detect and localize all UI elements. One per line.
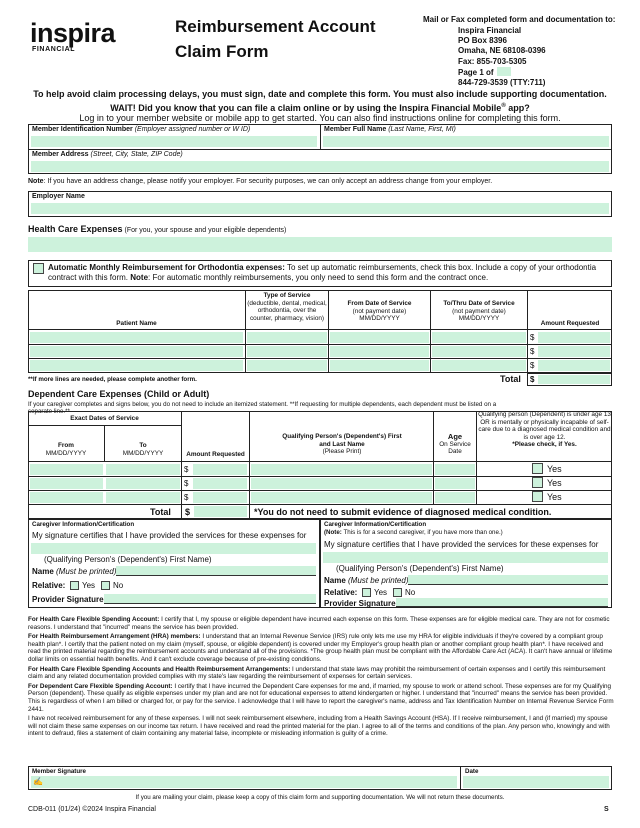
mail-line: Omaha, NE 68108-0396: [458, 46, 546, 56]
page-count: [458, 67, 633, 78]
form-code: CDB-011 (01/24) ©2024 Inspira Financial: [28, 806, 156, 813]
dependent-heading: Dependent Care Expenses (Child or Adult): [28, 389, 210, 399]
dep-col-age-title: Age: [447, 432, 463, 441]
registered-mark: ®: [501, 103, 506, 109]
caregiver-title-2: Caregiver Information/Certification: [324, 521, 427, 528]
dep-yes-label: Yes: [547, 464, 562, 474]
service-type-input[interactable]: [247, 332, 327, 343]
legal-text: I certify that I, my spouse or eligible dependent have incurred each expense on this form. These expenses are for eligible medical care. They are not for cosmetic reasons. I understand that "incurred" means the service has been provided.: [28, 616, 610, 631]
dep-col-to-fmt: MM/DD/YYYY: [122, 449, 164, 457]
caregiver-name-text-2: Name: [324, 576, 346, 585]
dep-qualifying-checkbox[interactable]: [532, 491, 543, 502]
dep-col-from-fmt: MM/DD/YYYY: [45, 449, 87, 457]
health-heading-hint: (For you, your spouse and your eligible dependents): [122, 227, 287, 234]
from-date-input[interactable]: [330, 360, 429, 371]
caregiver-signature-label-2: Provider Signature: [324, 599, 396, 608]
dep-yes-label: Yes: [547, 492, 562, 502]
col-patient-name: Patient Name: [116, 320, 157, 327]
member-name-hint: (Last Name, First, MI): [388, 126, 456, 133]
member-name-label: [324, 126, 456, 135]
service-type-input[interactable]: [247, 360, 327, 371]
mail-address: [458, 26, 633, 88]
caregiver-name-hint-2: (Must be printed): [345, 576, 409, 585]
amount-input[interactable]: [538, 346, 610, 357]
dep-amount-currency: $: [184, 493, 189, 502]
member-address-label-text: Member Address: [32, 151, 89, 158]
intro-line2-text: WAIT! Did you know that you can file a claim online or by using the Inspira Financial Mobile: [110, 103, 502, 113]
caregiver-relative-label-2: Relative:: [324, 588, 358, 597]
patient-name-input[interactable]: [30, 346, 243, 357]
col-from-date: [329, 300, 430, 323]
page-label: Page 1 of: [458, 67, 494, 77]
form-version-letter: S: [604, 806, 609, 813]
intro-line3: Log in to your member website or mobile app to get started. You can also find instructions online for completing this form.: [79, 113, 561, 123]
dep-age-input[interactable]: [435, 492, 475, 503]
health-total-currency: $: [530, 375, 535, 384]
member-signature-label: Member Signature: [32, 768, 86, 775]
amount-currency: $: [530, 361, 535, 370]
dep-amount-input[interactable]: [193, 464, 247, 475]
legal-heading: For Health Care Flexible Spending Account:: [28, 616, 160, 623]
ortho-label: Automatic Monthly Reimbursement for Orthodontia expenses:: [48, 263, 285, 272]
caregiver-name-label-1: [32, 567, 117, 577]
health-description-input[interactable]: [28, 237, 612, 252]
address-note: [28, 178, 618, 187]
caregiver-note-2: [324, 529, 503, 536]
caregiver-note-bold-2: (Note:: [324, 529, 342, 536]
caregiver-relative-no-2[interactable]: [393, 588, 402, 597]
dep-person-input[interactable]: [251, 464, 432, 475]
phone: 844-729-3539 (TTY:711): [458, 78, 546, 88]
caregiver-qualifying-input-2[interactable]: [323, 552, 608, 563]
page-total-field[interactable]: [497, 67, 511, 76]
address-note-text: : If you have an address change, please notify your employer. For security purposes, we can only accept an address change from your employer.: [43, 178, 493, 185]
caregiver-name-hint-1: (Must be printed): [53, 567, 117, 576]
caregiver-no-label-2: No: [405, 588, 416, 597]
dep-col-qual-check: *Please check, if Yes.: [512, 441, 577, 449]
dep-yes-label: Yes: [547, 478, 562, 488]
ortho-desc: To set up automatic reimbursements, check this box. Include a copy of your orthodontia contract with this form.: [48, 263, 597, 282]
caregiver-note-text-2: This is for a second caregiver, if you have more than one.): [341, 529, 503, 536]
caregiver-certify-1: My signature certifies that I have provided the services for these expenses for: [32, 531, 307, 540]
from-date-input[interactable]: [330, 332, 429, 343]
caregiver-certify-2: My signature certifies that I have provided the services for these expenses for: [324, 540, 599, 549]
caregiver-name-text-1: Name: [32, 567, 54, 576]
dep-age-input[interactable]: [435, 478, 475, 489]
caregiver-qualifying-input-1[interactable]: [31, 543, 316, 554]
legal-paragraph: [28, 683, 614, 713]
address-note-label: Note: [28, 178, 44, 185]
legal-paragraph: [28, 715, 614, 738]
legal-heading: For Dependent Care Flexible Spending Account:: [28, 682, 173, 690]
caregiver-name-input-1[interactable]: [116, 566, 316, 576]
logo: [30, 20, 140, 60]
signature-pen-icon: ✍: [33, 777, 43, 786]
legal-text: I have not received reimbursement for any of these expenses. I will not seek reimbursement elsewhere, including from a Health Savings Account (HSA). If I receive reimbursement, I and (if married) my spouse will not claim these same expenses on our income tax return. I have received and read the printed material for the plan. I agree to all of the terms and conditions of the plan. Any person who, knowingly and with intent to defraud, files a statement of claim containing any material false, incomplete or misleading information is guilty of a crime.: [28, 715, 610, 738]
ortho-note-label: Note: [130, 273, 149, 282]
caregiver-title-1: Caregiver Information/Certification: [32, 521, 135, 528]
legal-heading: For Health Reimbursement Arrangement (HRA) members:: [28, 633, 201, 641]
mail-heading: Mail or Fax completed form and documentation to:: [423, 15, 616, 24]
caregiver-relative-no-1[interactable]: [101, 581, 110, 590]
dep-col-from: [28, 442, 104, 457]
health-footnote: **If more lines are needed, please complete another form.: [28, 376, 197, 383]
to-date-input[interactable]: [432, 332, 526, 343]
dep-person-input[interactable]: [251, 492, 432, 503]
dep-col-age-sub: On Service Date: [439, 440, 471, 456]
member-name-input[interactable]: [323, 136, 609, 147]
mail-line: PO Box 8396: [458, 36, 507, 46]
from-date-input[interactable]: [330, 346, 429, 357]
dep-to-input[interactable]: [106, 464, 180, 475]
to-date-input[interactable]: [432, 360, 526, 371]
member-address-hint: (Street, City, State, ZIP Code): [90, 151, 183, 158]
dep-col-to: [105, 442, 181, 457]
dep-total-note: *You do not need to submit evidence of diagnosed medical condition.: [254, 507, 552, 517]
logo-wordmark: inspira: [30, 18, 116, 48]
amount-currency: $: [530, 347, 535, 356]
patient-name-input[interactable]: [30, 360, 243, 371]
member-id-hint: (Employer assigned number or W ID): [134, 126, 251, 133]
form-title: [175, 16, 395, 62]
legal-text: I understand that an Internal Revenue Service (IRS) rule only lets me use my HRA for eligible individuals if they're covered by a compliant group health plan*. I certify that the patient noted on my claim (myself, spouse, or eligible dependent) is covered under my Employer's group health plan or another compliant group health plan*. I have received and read the printed material regarding the reimbursement accounts and understand all of the provisions. *The group health plan must be compliant with the Affordable Care Act (ACA). It can't have annual or lifetime dollar limits on essential health benefits. And it can't exclude coverage because of pre-existing conditions.: [28, 633, 613, 663]
dep-amount-currency: $: [184, 465, 189, 474]
col-to-date: [431, 300, 527, 323]
mail-line: Inspira Financial: [458, 26, 522, 35]
dep-to-input[interactable]: [106, 492, 180, 503]
dep-col-person: [280, 433, 404, 456]
legal-paragraph: [28, 616, 614, 631]
dep-qualifying-checkbox[interactable]: [532, 477, 543, 488]
dep-col-from-title: From: [58, 442, 74, 449]
member-id-label: [32, 126, 250, 135]
col-to-sub: (not payment date) MM/DD/YYYY: [452, 307, 506, 323]
dependent-subnote: If your caregiver completes and signs below, you do not need to include an itemized statement. **If requesting for multiple dependents, each dependent must be listed on a separate line.**: [28, 401, 497, 416]
dep-col-qual-text: Qualifying person (Dependent) is under age 13 OR is mentally or physically incapable of self-care due to a diagnosed medical condition and is over age 12.: [478, 411, 611, 441]
dep-person-input[interactable]: [251, 478, 432, 489]
employer-input[interactable]: [31, 203, 609, 214]
dep-total-input[interactable]: [194, 506, 247, 517]
ortho-note-text: : For automatic monthly reimbursements, you only need to send this form and the contract once.: [148, 273, 489, 282]
logo-subtitle: FINANCIAL: [32, 46, 76, 53]
caregiver-name-input-2[interactable]: [408, 575, 608, 585]
col-from-sub: (not payment date) MM/DD/YYYY: [352, 307, 407, 323]
dep-total-currency: $: [185, 507, 191, 517]
amount-currency: $: [530, 333, 535, 342]
legal-text: I understand that state laws may prohibit the reimbursement of certain expenses and I certify this reimbursement claim and any related documentation provided complies with my state's law regarding the reimbursement of expenses for certain services.: [28, 665, 606, 681]
caregiver-name-label-2: [324, 576, 409, 586]
dep-col-amount: Amount Requested: [186, 451, 245, 458]
ortho-checkbox[interactable]: [33, 263, 44, 274]
caregiver-yes-label-2: Yes: [374, 588, 388, 597]
dep-col-person-title: Qualifying Person's (Dependent's) First and Last Name: [282, 433, 402, 448]
health-total-input[interactable]: [538, 375, 610, 384]
caregiver-qualifying-label-2: (Qualifying Person's (Dependent's) First Name): [336, 564, 504, 573]
health-total-label: Total: [500, 374, 521, 384]
service-type-input[interactable]: [247, 346, 327, 357]
legal-text: I certify that I have incurred the Dependent Care expenses for me and, if married, my spouse to work or attend school. These expenses are for my Qualifying Person (dependent). These qualify as eligible expenses under my plan and are not for educational expenses to attend kindergarten or higher. I understand that "incurred" means the service has been provided. This is regardless of when I am billed or charged for, or pay for the service. I acknowledge that I will have to report the caregiver's name, address and Tax Identification Number on Internal Revenue Service Form 2441.: [28, 682, 614, 713]
dep-qualifying-checkbox[interactable]: [532, 463, 543, 474]
caregiver-relative-yes-1[interactable]: [70, 581, 79, 590]
patient-name-input[interactable]: [30, 332, 243, 343]
caregiver-signature-input-2[interactable]: [396, 598, 608, 607]
caregiver-relative-yes-2[interactable]: [362, 588, 371, 597]
mailing-note: If you are mailing your claim, please keep a copy of this claim form and supporting documentation. We will not return these documents.: [135, 794, 505, 801]
ortho-text: [48, 263, 608, 283]
member-signature-input[interactable]: [31, 776, 457, 788]
dep-col-to-title: To: [139, 442, 147, 449]
caregiver-qualifying-label-1: (Qualifying Person's (Dependent's) First Name): [44, 555, 212, 564]
col-type-title: Type of Service: [263, 292, 311, 299]
mail-line: Fax: 855-703-5305: [458, 56, 527, 66]
col-amount-requested: Amount Requested: [540, 320, 600, 327]
dep-from-input[interactable]: [30, 464, 103, 475]
caregiver-signature-label-1: Provider Signature: [32, 595, 104, 604]
legal-paragraph: [28, 633, 614, 663]
legal-paragraph: [28, 666, 614, 681]
caregiver-yes-label-1: Yes: [82, 581, 96, 590]
dep-amount-currency: $: [184, 479, 189, 488]
member-name-label-text: Member Full Name: [324, 126, 387, 133]
dep-col-age: [434, 433, 476, 456]
member-id-input[interactable]: [31, 136, 317, 147]
dep-from-input[interactable]: [30, 492, 103, 503]
col-from-title: From Date of Service: [347, 300, 412, 307]
col-type-sub: (deductible, dental, medical, orthodontia, over the counter, pharmacy, vision): [247, 299, 327, 322]
intro-line1: To help avoid claim processing delays, you must sign, date and complete this form. You must also include supporting documentation.: [33, 89, 607, 99]
dep-amount-input[interactable]: [193, 478, 247, 489]
dep-total-label: Total: [150, 507, 171, 517]
date-label: Date: [465, 768, 479, 775]
dep-col-person-sub: (Please Print): [322, 448, 362, 456]
col-to-title: To/Thru Date of Service: [443, 300, 515, 307]
legal-section: [28, 616, 614, 738]
member-id-label-text: Member Identification Number: [32, 126, 133, 133]
col-exact-dates: Exact Dates of Service: [70, 415, 139, 422]
dep-from-input[interactable]: [30, 478, 103, 489]
dep-to-input[interactable]: [106, 478, 180, 489]
health-heading-text: Health Care Expenses: [28, 224, 123, 234]
member-address-input[interactable]: [31, 161, 609, 172]
col-type-of-service: [246, 292, 328, 322]
employer-label: Employer Name: [32, 193, 85, 200]
caregiver-signature-input-1[interactable]: [104, 594, 316, 604]
legal-heading: For Health Care Flexible Spending Accounts and Health Reimbursement Arrangements:: [28, 665, 291, 673]
member-address-label: [32, 151, 183, 160]
dep-age-input[interactable]: [435, 464, 475, 475]
amount-input[interactable]: [538, 332, 610, 343]
amount-input[interactable]: [538, 360, 610, 371]
dep-col-qualifying: [477, 411, 612, 449]
form-title-line2: Claim Form: [175, 42, 269, 61]
dep-amount-input[interactable]: [193, 492, 247, 503]
form-title-line1: Reimbursement Account: [175, 17, 376, 36]
caregiver-relative-label-1: Relative:: [32, 581, 66, 590]
caregiver-no-label-1: No: [113, 581, 124, 590]
date-input[interactable]: [463, 776, 609, 788]
to-date-input[interactable]: [432, 346, 526, 357]
intro-line2-end: app?: [505, 103, 530, 113]
health-heading: [28, 224, 286, 236]
